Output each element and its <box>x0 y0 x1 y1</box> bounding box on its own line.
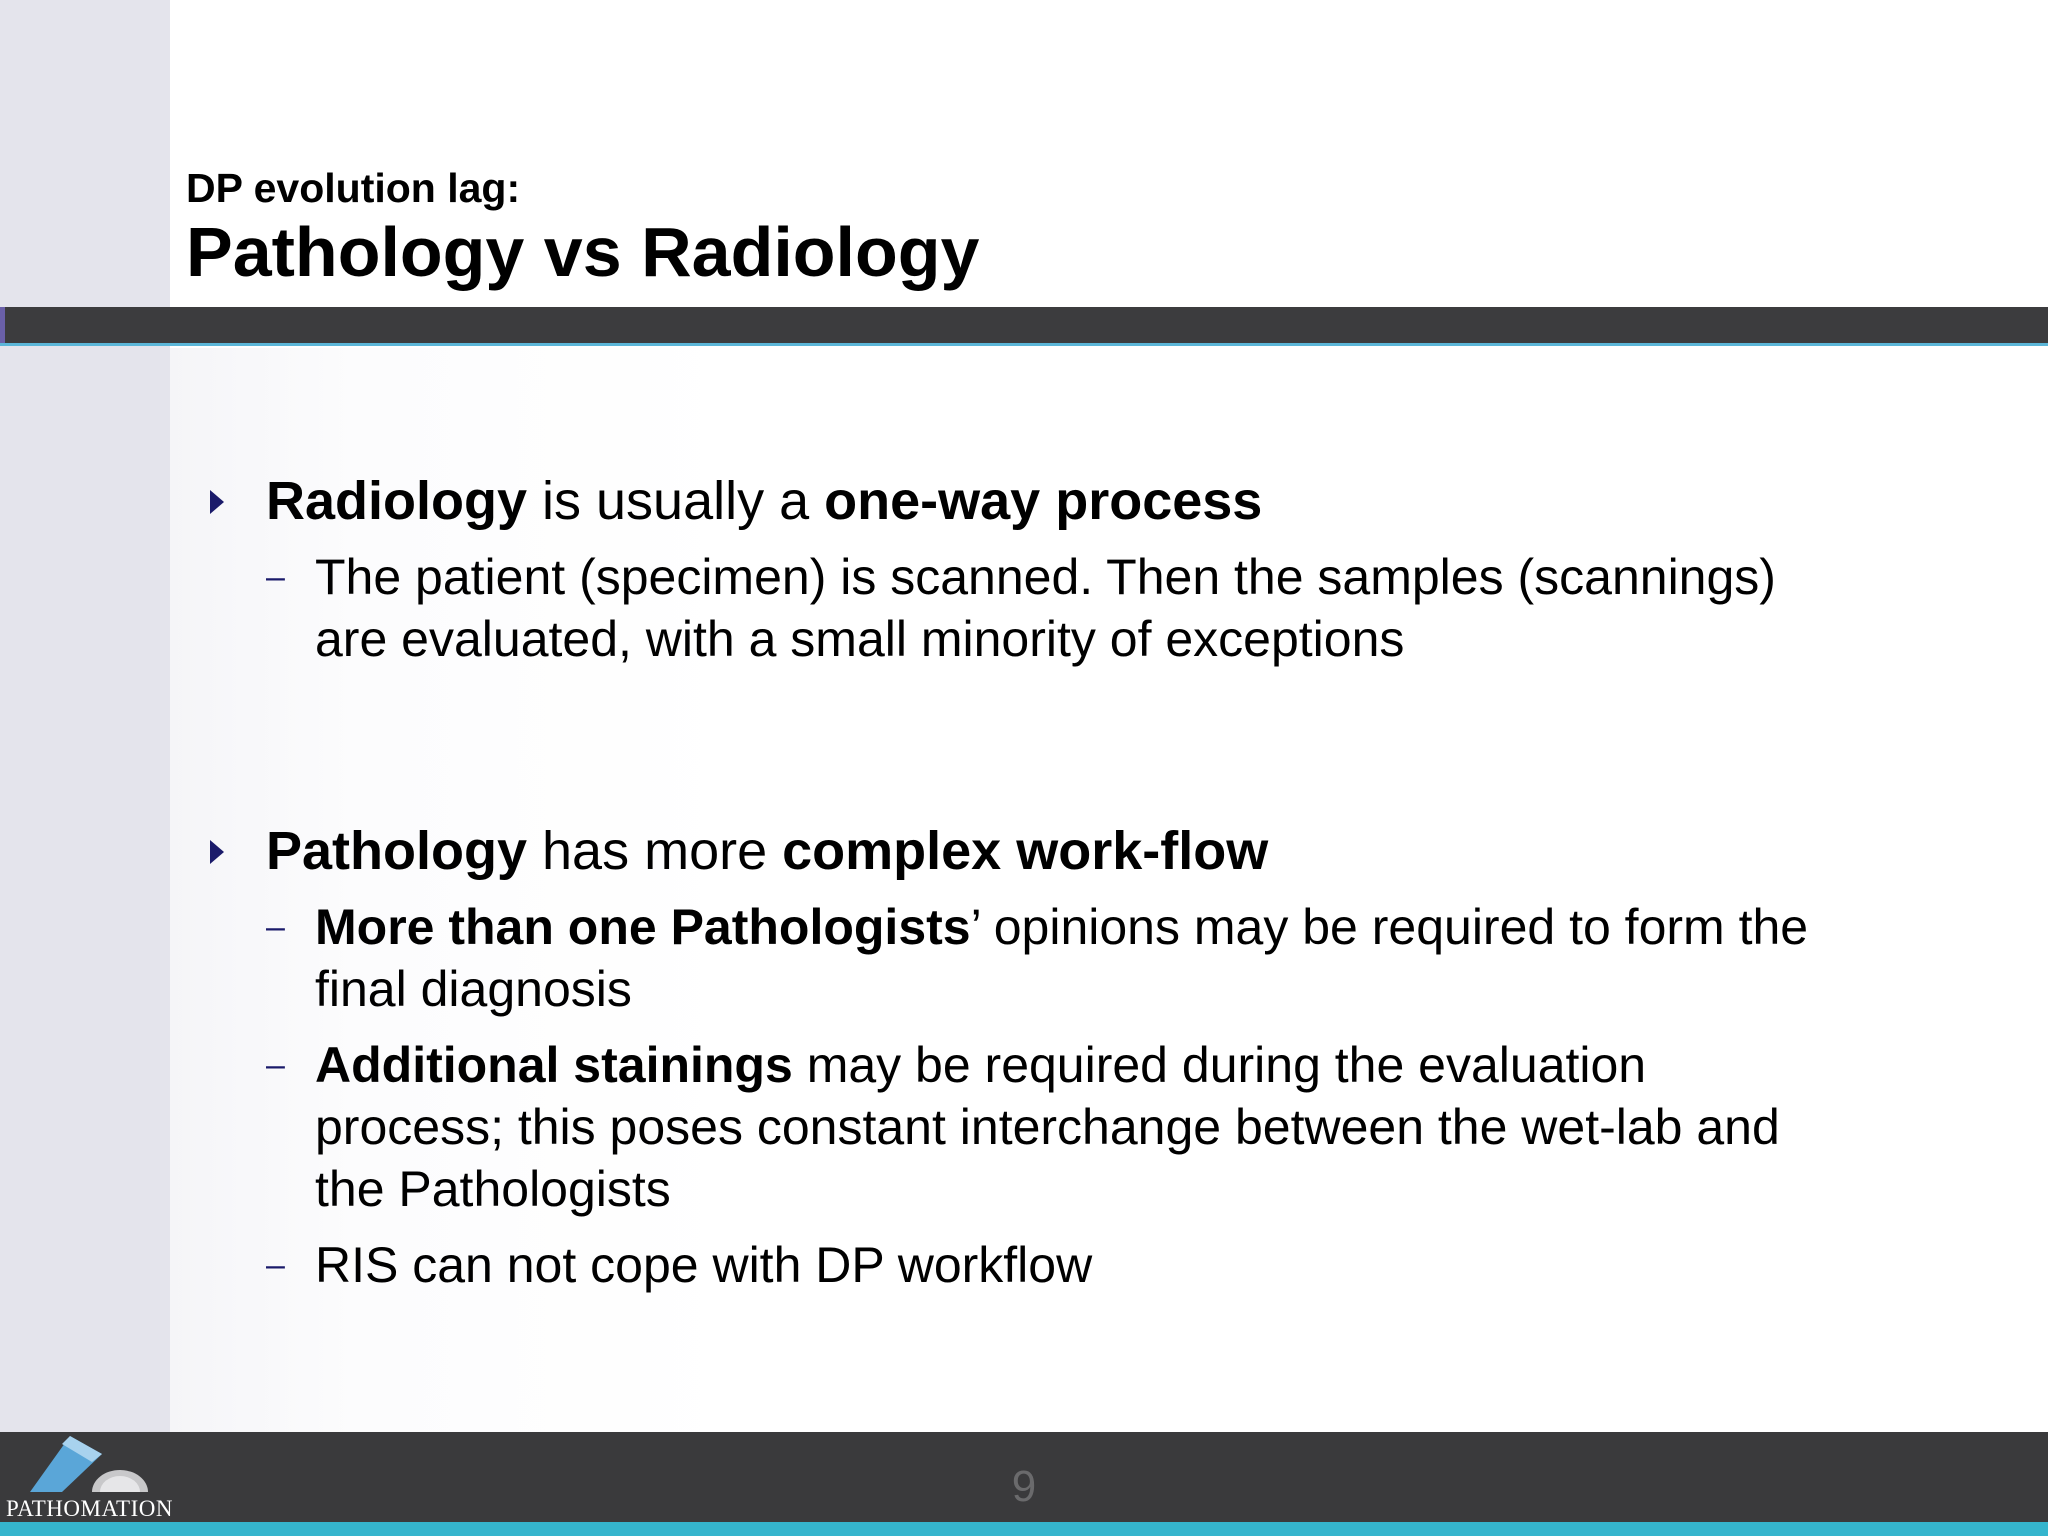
dash-bullet-icon: – <box>266 1246 285 1284</box>
sub-bullet-text: may be required during the evaluation process; this poses constant interchange between the wet-lab and the Pathologists <box>315 1037 1780 1217</box>
bullet-list <box>200 470 1840 1296</box>
dash-bullet-icon: – <box>266 1046 285 1084</box>
sub-bullet-ris-workflow <box>200 1234 1840 1296</box>
sub-bullet-text: RIS can not cope with DP workflow <box>315 1237 1093 1293</box>
bullet-text-bold: one-way process <box>824 471 1263 531</box>
bullet-text: has more <box>527 821 783 881</box>
spacer <box>200 670 1840 820</box>
left-sidebar-strip <box>0 0 170 1432</box>
bullet-text-bold: complex work-flow <box>782 821 1269 881</box>
title-divider-bar <box>0 307 2048 343</box>
bullet-radiology <box>200 470 1840 532</box>
triangle-bullet-icon <box>210 840 224 864</box>
footer-accent-stripe <box>0 1522 2048 1536</box>
dash-bullet-icon: – <box>266 558 285 596</box>
logo-text: PATHOMATION <box>6 1496 173 1521</box>
sub-bullet-radiology-process <box>200 546 1840 670</box>
title-area <box>186 164 979 292</box>
triangle-bullet-icon <box>210 490 224 514</box>
slide-title: Pathology vs Radiology <box>186 213 980 291</box>
page-number: 9 <box>1011 1462 1037 1511</box>
bullet-text-bold: Pathology <box>266 821 528 881</box>
sub-bullet-text: ’ opinions may be required to form the final diagnosis <box>315 899 1809 1017</box>
slide-pretitle: DP evolution lag: <box>186 165 521 211</box>
title-bar-underline <box>0 343 2048 346</box>
sub-bullet-additional-stainings <box>200 1034 1840 1220</box>
title-bar-accent <box>0 307 5 343</box>
sub-bullet-text-bold: More than one Pathologists <box>315 899 971 955</box>
bullet-text-bold: Radiology <box>266 471 528 531</box>
sub-bullet-pathologists-opinions <box>200 896 1840 1020</box>
bullet-text: is usually a <box>527 471 825 531</box>
sub-bullet-text: The patient (specimen) is scanned. Then the samples (scannings) are evaluated, with a small minority of exceptions <box>315 549 1776 667</box>
sub-bullet-text-bold: Additional stainings <box>315 1037 793 1093</box>
bullet-pathology <box>200 820 1840 882</box>
dash-bullet-icon: – <box>266 908 285 946</box>
